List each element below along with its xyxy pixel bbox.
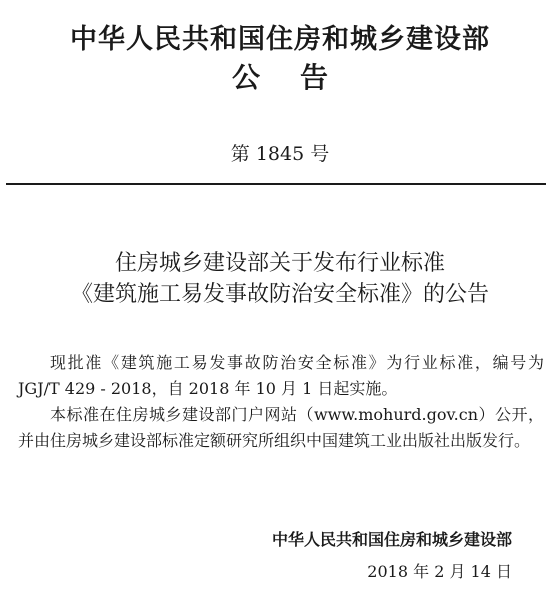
announcement-number: 第 1845 号 — [230, 143, 330, 165]
signature-date: 2018 年 2 月 14 日 — [367, 562, 512, 581]
signature-block — [272, 528, 512, 584]
announcement-body — [18, 350, 544, 454]
ministry-name: 中华人民共和国住房和城乡建设部 — [70, 24, 490, 55]
title-line-2: 《建筑施工易发事故防治安全标准》的公告 — [70, 282, 489, 307]
header-divider — [6, 183, 546, 185]
signature-organization: 中华人民共和国住房和城乡建设部 — [271, 530, 512, 549]
notice-heading: 公告 — [231, 61, 368, 94]
title-line-1: 住房城乡建设部关于发布行业标准 — [114, 251, 445, 276]
announcement-title — [0, 248, 560, 310]
body-paragraph-1: 现批准《建筑施工易发事故防治安全标准》为行业标准，编号为 JGJ/T 429 - 2018，自 2018 年 10 月 1 日起实施。 — [18, 353, 544, 398]
body-paragraph-2: 本标准在住房城乡建设部门户网站（www.mohurd.gov.cn）公开，并由住房城乡建设部标准定额研究所组织中国建筑工业出版社出版发行。 — [18, 405, 544, 450]
